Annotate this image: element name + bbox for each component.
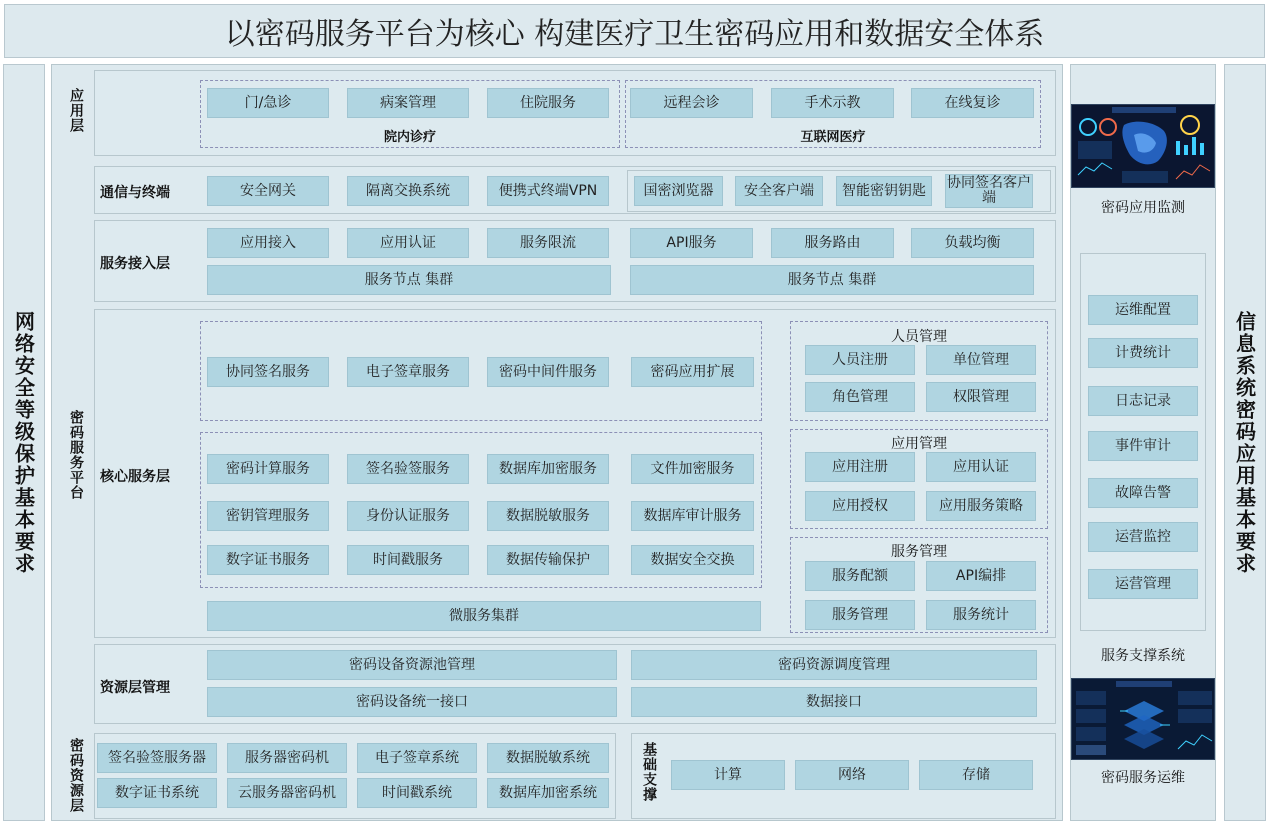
mgmt-group-service-title: 服务管理	[891, 544, 947, 560]
mgmt-item-service-management: 服务管理	[805, 600, 915, 630]
right-banner-text: 信息系统密码应用基本要求	[1232, 310, 1257, 575]
crypto-item-db-encrypt-system: 数据库加密系统	[487, 778, 609, 808]
comm-item-secure-gateway: 安全网关	[207, 176, 329, 206]
access-cluster-right: 服务节点 集群	[630, 265, 1034, 295]
support-item-event-audit: 事件审计	[1088, 431, 1198, 461]
comm-item-smart-key: 智能密钥钥匙	[836, 176, 932, 206]
mgmt-group-personnel-title: 人员管理	[891, 329, 947, 345]
left-banner	[3, 64, 45, 821]
core-item-crypto-compute: 密码计算服务	[207, 454, 329, 484]
page-title: 以密码服务平台为核心 构建医疗卫生密码应用和数据安全体系	[4, 4, 1265, 58]
comm-item-sm-browser: 国密浏览器	[634, 176, 723, 206]
ops-dashboard-image	[1071, 678, 1215, 760]
infra-item-compute: 计算	[671, 760, 785, 790]
access-item-service-routing: 服务路由	[771, 228, 894, 258]
access-item-app-auth: 应用认证	[347, 228, 469, 258]
support-item-billing-stats: 计费统计	[1088, 338, 1198, 368]
ops-caption: 密码服务运维	[1101, 770, 1185, 786]
mgmt-group-application-title: 应用管理	[891, 436, 947, 452]
app-item-online-revisit: 在线复诊	[911, 88, 1034, 118]
resource-item-device-pool: 密码设备资源池管理	[207, 650, 617, 680]
comm-item-cosign-client: 协同签名客户端	[947, 175, 1031, 206]
core-item-digital-cert: 数字证书服务	[207, 545, 329, 575]
core-item-timestamp: 时间戳服务	[347, 545, 469, 575]
core-item-data-transfer-protect: 数据传输保护	[487, 545, 609, 575]
monitor-dashboard-graphic	[1072, 105, 1215, 188]
resource-item-unified-interface: 密码设备统一接口	[207, 687, 617, 717]
support-item-ops-management: 运营管理	[1088, 569, 1198, 599]
mgmt-item-app-register: 应用注册	[805, 452, 915, 482]
access-item-api-service: API服务	[630, 228, 753, 258]
core-item-crypto-middleware: 密码中间件服务	[487, 357, 609, 387]
mgmt-item-role-management: 角色管理	[805, 382, 915, 412]
crypto-resource-label: 密码资源层	[68, 738, 84, 813]
left-banner-text: 网络安全等级保护基本要求	[11, 310, 36, 575]
comm-layer-label: 通信与终端	[100, 185, 170, 201]
app-item-surgery-demo: 手术示教	[771, 88, 894, 118]
access-cluster-left: 服务节点 集群	[207, 265, 611, 295]
support-item-ops-config: 运维配置	[1088, 295, 1198, 325]
crypto-item-sign-verify-server: 签名验签服务器	[97, 743, 217, 773]
core-item-db-audit: 数据库审计服务	[631, 501, 754, 531]
access-item-rate-limit: 服务限流	[487, 228, 609, 258]
comm-item-isolation-exchange: 隔离交换系统	[347, 176, 469, 206]
core-item-identity-auth: 身份认证服务	[347, 501, 469, 531]
access-layer-label: 服务接入层	[100, 256, 170, 272]
infra-label: 基础支撑	[641, 742, 657, 802]
crypto-item-e-seal-system: 电子签章系统	[357, 743, 477, 773]
app-item-outpatient: 门/急诊	[207, 88, 329, 118]
access-item-load-balance: 负载均衡	[911, 228, 1034, 258]
ops-dashboard-graphic	[1072, 679, 1215, 760]
access-item-app-access: 应用接入	[207, 228, 329, 258]
support-item-log-record: 日志记录	[1088, 386, 1198, 416]
crypto-item-data-masking-system: 数据脱敏系统	[487, 743, 609, 773]
core-item-cosign: 协同签名服务	[207, 357, 329, 387]
app-group-internet-caption: 互联网医疗	[800, 130, 866, 145]
infra-item-storage: 存储	[919, 760, 1033, 790]
mgmt-item-app-service-policy: 应用服务策略	[926, 491, 1036, 521]
infra-item-network: 网络	[795, 760, 909, 790]
monitor-dashboard-image	[1071, 104, 1215, 188]
core-item-db-encrypt: 数据库加密服务	[487, 454, 609, 484]
app-item-case-management: 病案管理	[347, 88, 469, 118]
right-banner	[1224, 64, 1266, 821]
comm-item-secure-client: 安全客户端	[735, 176, 823, 206]
resource-item-data-interface: 数据接口	[631, 687, 1037, 717]
crypto-item-cloud-hsm: 云服务器密码机	[227, 778, 347, 808]
mgmt-item-service-statistics: 服务统计	[926, 600, 1036, 630]
monitor-caption: 密码应用监测	[1101, 200, 1185, 216]
core-item-data-secure-exchange: 数据安全交换	[631, 545, 754, 575]
core-item-data-masking: 数据脱敏服务	[487, 501, 609, 531]
mgmt-item-app-authorize: 应用授权	[805, 491, 915, 521]
support-item-fault-alarm: 故障告警	[1088, 478, 1198, 508]
comm-item-portable-vpn: 便携式终端VPN	[487, 176, 609, 206]
app-group-hospital-caption: 院内诊疗	[383, 130, 436, 145]
core-item-crypto-extension: 密码应用扩展	[631, 357, 754, 387]
mgmt-item-user-register: 人员注册	[805, 345, 915, 375]
app-item-remote-consult: 远程会诊	[630, 88, 753, 118]
mgmt-item-permission-management: 权限管理	[926, 382, 1036, 412]
core-microservice-cluster: 微服务集群	[207, 601, 761, 631]
resource-mgmt-label: 资源层管理	[100, 680, 170, 696]
mgmt-item-org-management: 单位管理	[926, 345, 1036, 375]
core-layer-label: 核心服务层	[100, 469, 170, 485]
mgmt-item-service-quota: 服务配额	[805, 561, 915, 591]
app-item-inpatient: 住院服务	[487, 88, 609, 118]
core-item-key-management: 密钥管理服务	[207, 501, 329, 531]
crypto-item-timestamp-system: 时间戳系统	[357, 778, 477, 808]
support-system-caption: 服务支撑系统	[1101, 648, 1185, 664]
core-item-sign-verify: 签名验签服务	[347, 454, 469, 484]
core-item-e-seal: 电子签章服务	[347, 357, 469, 387]
mgmt-item-api-orchestration: API编排	[926, 561, 1036, 591]
app-layer-label: 应用层	[68, 88, 84, 133]
crypto-item-digital-cert-system: 数字证书系统	[97, 778, 217, 808]
resource-item-scheduling: 密码资源调度管理	[631, 650, 1037, 680]
core-item-file-encrypt: 文件加密服务	[631, 454, 754, 484]
crypto-item-server-hsm: 服务器密码机	[227, 743, 347, 773]
platform-label: 密码服务平台	[68, 410, 84, 500]
mgmt-item-app-auth: 应用认证	[926, 452, 1036, 482]
support-item-ops-monitor: 运营监控	[1088, 522, 1198, 552]
